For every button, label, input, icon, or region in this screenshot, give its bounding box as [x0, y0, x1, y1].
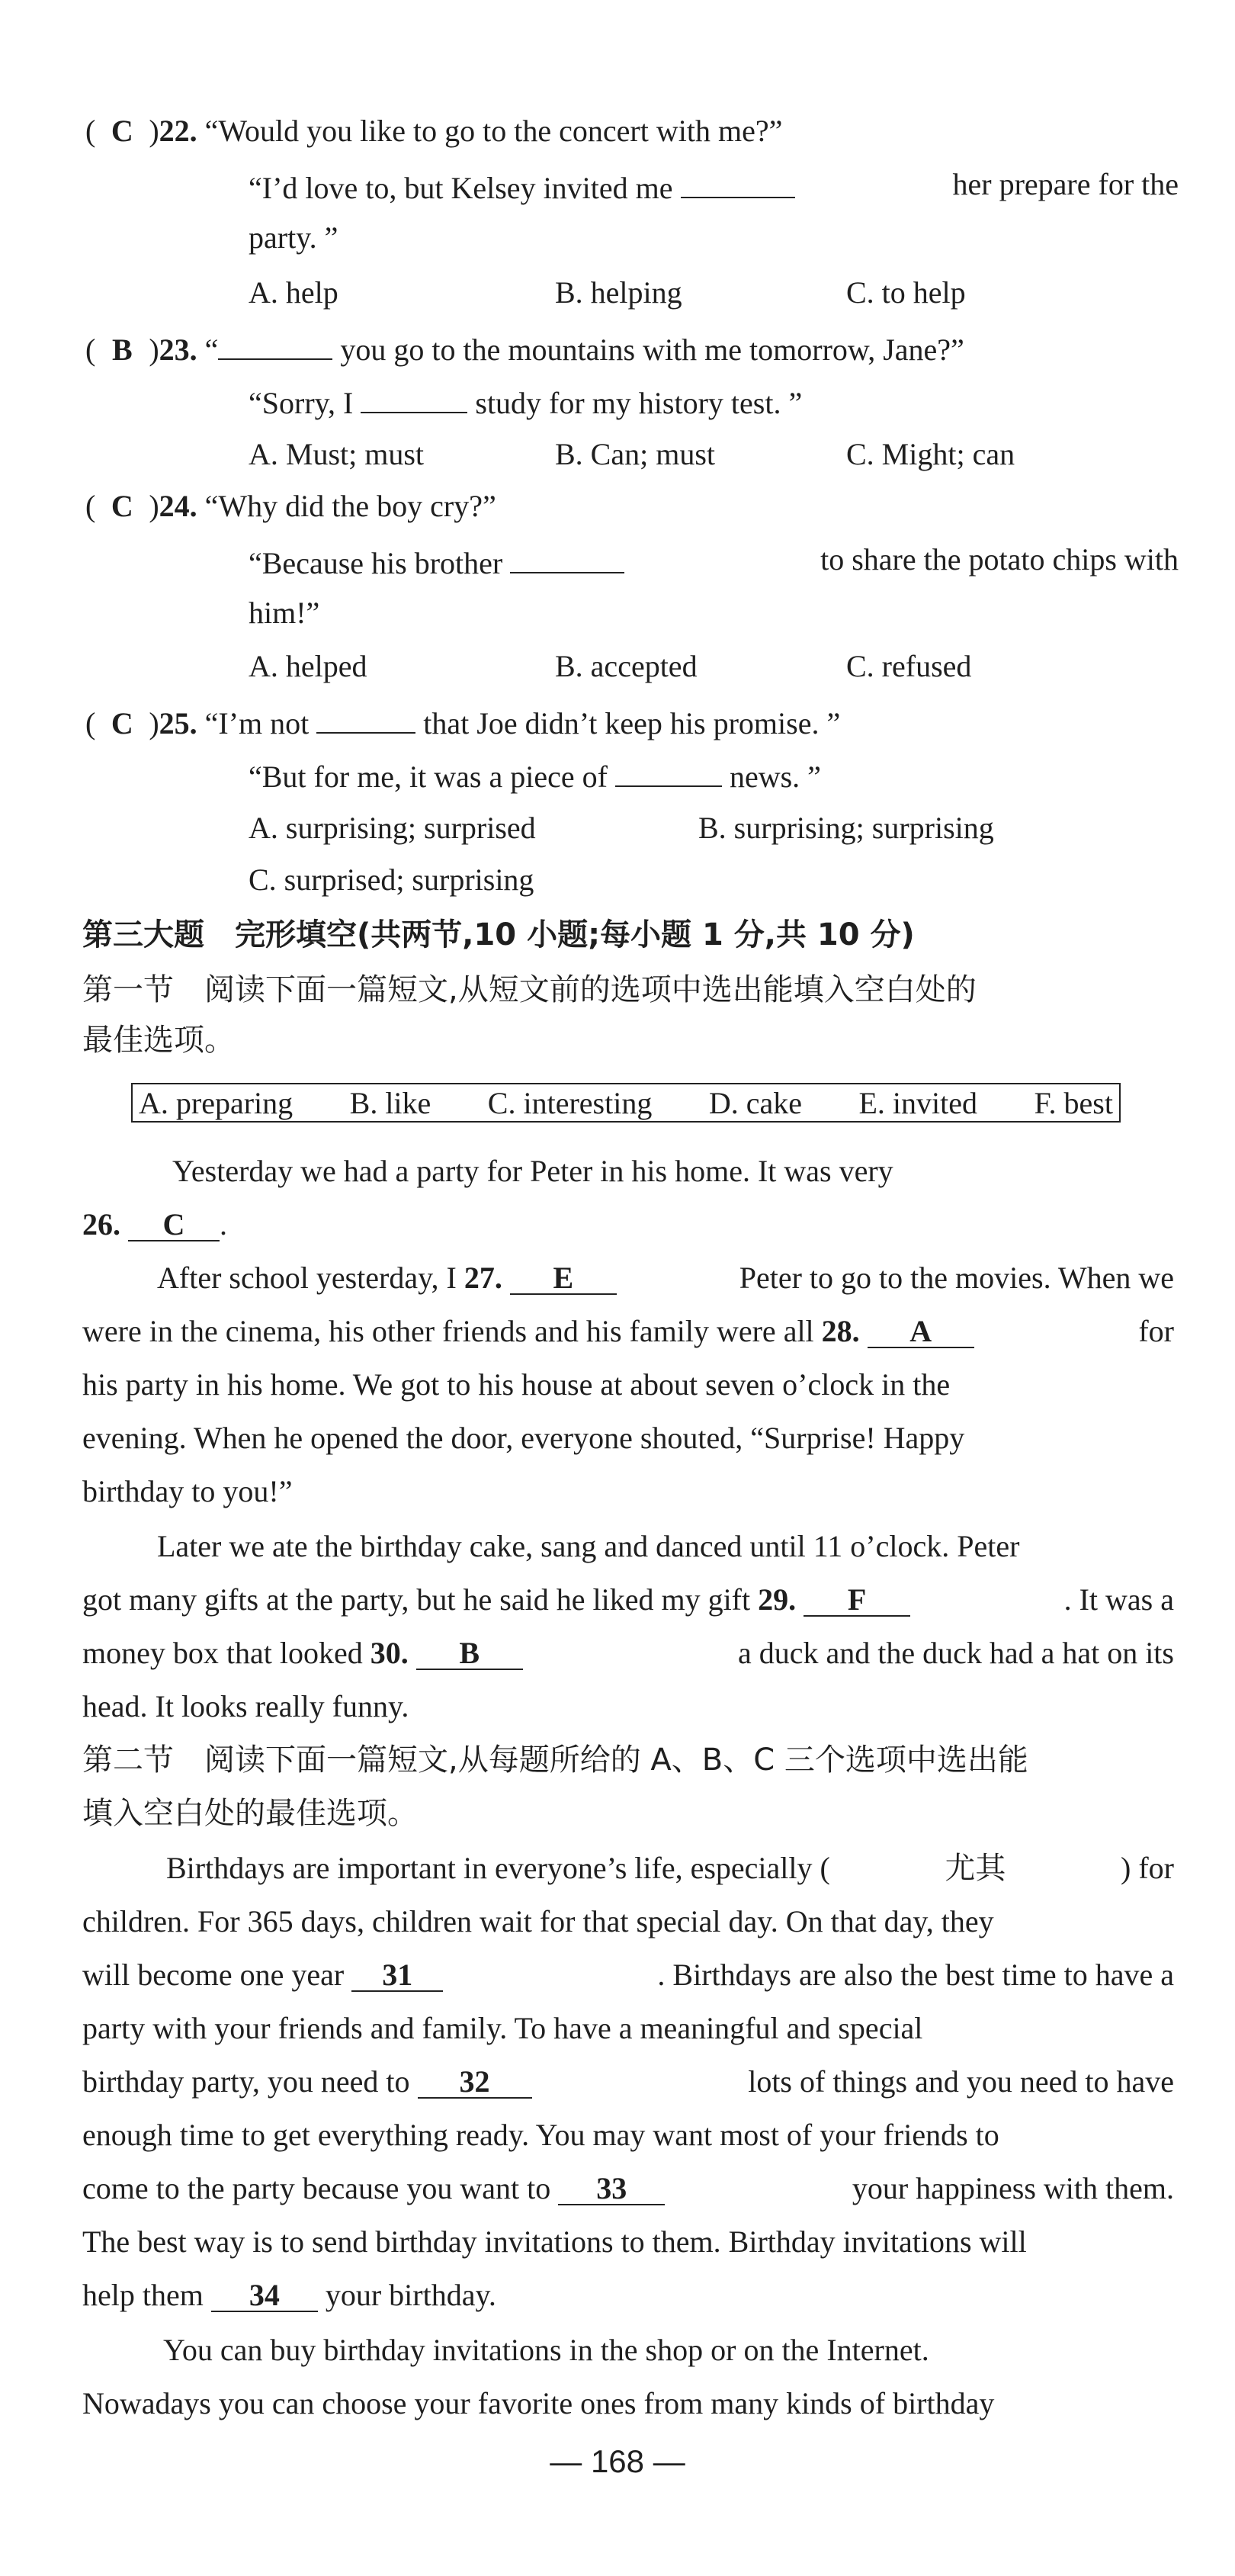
passage2-line1: Birthdays are important in everyone’s life, especially ( 尤其 ) for	[166, 1851, 1174, 1886]
answer-22: C	[111, 114, 133, 148]
page-number: — 168 —	[550, 2443, 685, 2479]
section1-heading: 第一节 阅读下面一篇短文,从短文前的选项中选出能填入空白处的	[82, 972, 977, 1007]
question-25: ( C )25. “I’m not that Joe didn’t keep his promise. ”	[85, 699, 840, 745]
passage2-line11: Nowadays you can choose your favorite ones from many kinds of birthday	[82, 2386, 995, 2420]
part3-title: 第三大题 完形填空(共两节,10 小题;每小题 1 分,共 10 分)	[82, 917, 915, 952]
passage1-line2: 26. C .	[82, 1207, 227, 1241]
question-22-line3: party. ”	[249, 220, 338, 255]
blank-30: B	[416, 1635, 523, 1670]
passage1-line4: were in the cinema, his other friends and his family were all 28. A for	[82, 1314, 1174, 1348]
word-bank	[131, 1083, 1121, 1123]
passage1-line6: evening. When he opened the door, everyone shouted, “Surprise! Happy	[82, 1421, 965, 1455]
word-option-c: C. interesting	[487, 1086, 653, 1120]
answer-25: C	[111, 706, 133, 740]
blank-31: 31	[351, 1957, 443, 1992]
question-22: ( C )22. “Would you like to go to the concert with me?”	[85, 110, 782, 153]
passage1-line11: head. It looks really funny.	[82, 1689, 409, 1723]
passage2-line2: children. For 365 days, children wait for that special day. On that day, they	[82, 1904, 994, 1938]
passage2-line3: will become one year 31 . Birthdays are also the best time to have a	[82, 1958, 1174, 1992]
q22-option-c: C. to help	[846, 275, 966, 310]
word-option-f: F. best	[1034, 1086, 1113, 1120]
question-23-line2: “Sorry, I study for my history test. ”	[249, 378, 802, 425]
passage2-line4: party with your friends and family. To have a meaningful and special	[82, 2011, 923, 2045]
passage2-line7: come to the party because you want to 33 your happiness with them.	[82, 2171, 1174, 2205]
blank-26: C	[128, 1206, 220, 1241]
blank-32: 32	[418, 2064, 532, 2099]
blank-27: E	[510, 1260, 617, 1295]
question-24-line2: “Because his brother to share the potato chips with	[249, 538, 1179, 585]
q24-option-a: A. helped	[249, 649, 367, 683]
section1-heading-2: 最佳选项。	[82, 1023, 235, 1058]
question-25-line2: “But for me, it was a piece of news. ”	[249, 752, 821, 798]
q25-option-b: B. surprising; surprising	[698, 811, 994, 845]
question-24: ( C )24. “Why did the boy cry?”	[85, 485, 496, 528]
section2-heading-2: 填入空白处的最佳选项。	[82, 1796, 418, 1831]
question-24-line3: him!”	[249, 596, 320, 630]
passage1-line5: his party in his home. We got to his house at about seven o’clock in the	[82, 1367, 951, 1402]
q25-option-a: A. surprising; surprised	[249, 811, 536, 845]
answer-24: C	[111, 489, 133, 523]
question-23: ( B )23. “ you go to the mountains with me tomorrow, Jane?”	[85, 325, 964, 371]
q23-option-c: C. Might; can	[846, 437, 1015, 471]
passage2-line9: help them 34 your birthday.	[82, 2278, 496, 2312]
passage1-line7: birthday to you!”	[82, 1474, 293, 1508]
question-22-line2: “I’d love to, but Kelsey invited me her prepare for the	[249, 163, 1179, 210]
q22-option-a: A. help	[249, 275, 338, 310]
blank-28: A	[868, 1313, 974, 1348]
q24-option-c: C. refused	[846, 649, 972, 683]
passage1-line3: After school yesterday, I 27. E Peter to go to the movies. When we	[157, 1261, 1174, 1295]
q24-option-b: B. accepted	[555, 649, 698, 683]
blank-34: 34	[211, 2277, 318, 2312]
passage2-line5: birthday party, you need to 32 lots of things and you need to have	[82, 2064, 1174, 2099]
q22-option-b: B. helping	[555, 275, 682, 310]
q23-option-a: A. Must; must	[249, 437, 425, 471]
passage2-line10: You can buy birthday invitations in the shop or on the Internet.	[163, 2333, 929, 2367]
word-option-d: D. cake	[708, 1086, 802, 1120]
passage1-line8: Later we ate the birthday cake, sang and danced until 11 o’clock. Peter	[157, 1529, 1020, 1563]
blank-33: 33	[558, 2170, 665, 2205]
blank-29: F	[804, 1582, 910, 1617]
answer-23: B	[111, 332, 133, 367]
word-option-b: B. like	[349, 1086, 431, 1120]
section2-heading: 第二节 阅读下面一篇短文,从每题所给的 A、B、C 三个选项中选出能	[82, 1742, 1028, 1778]
passage1-line1: Yesterday we had a party for Peter in his home. It was very	[172, 1154, 893, 1188]
passage1-line10: money box that looked 30. B a duck and the duck had a hat on its	[82, 1636, 1174, 1670]
passage1-line9: got many gifts at the party, but he said he liked my gift 29. F . It was a	[82, 1582, 1174, 1617]
passage2-line6: enough time to get everything ready. You may want most of your friends to	[82, 2118, 999, 2152]
word-option-a: A. preparing	[139, 1086, 294, 1120]
passage2-line8: The best way is to send birthday invitations to them. Birthday invitations will	[82, 2224, 1027, 2259]
word-option-e: E. invited	[858, 1086, 977, 1120]
q25-option-c: C. surprised; surprising	[249, 862, 534, 897]
q23-option-b: B. Can; must	[555, 437, 716, 471]
